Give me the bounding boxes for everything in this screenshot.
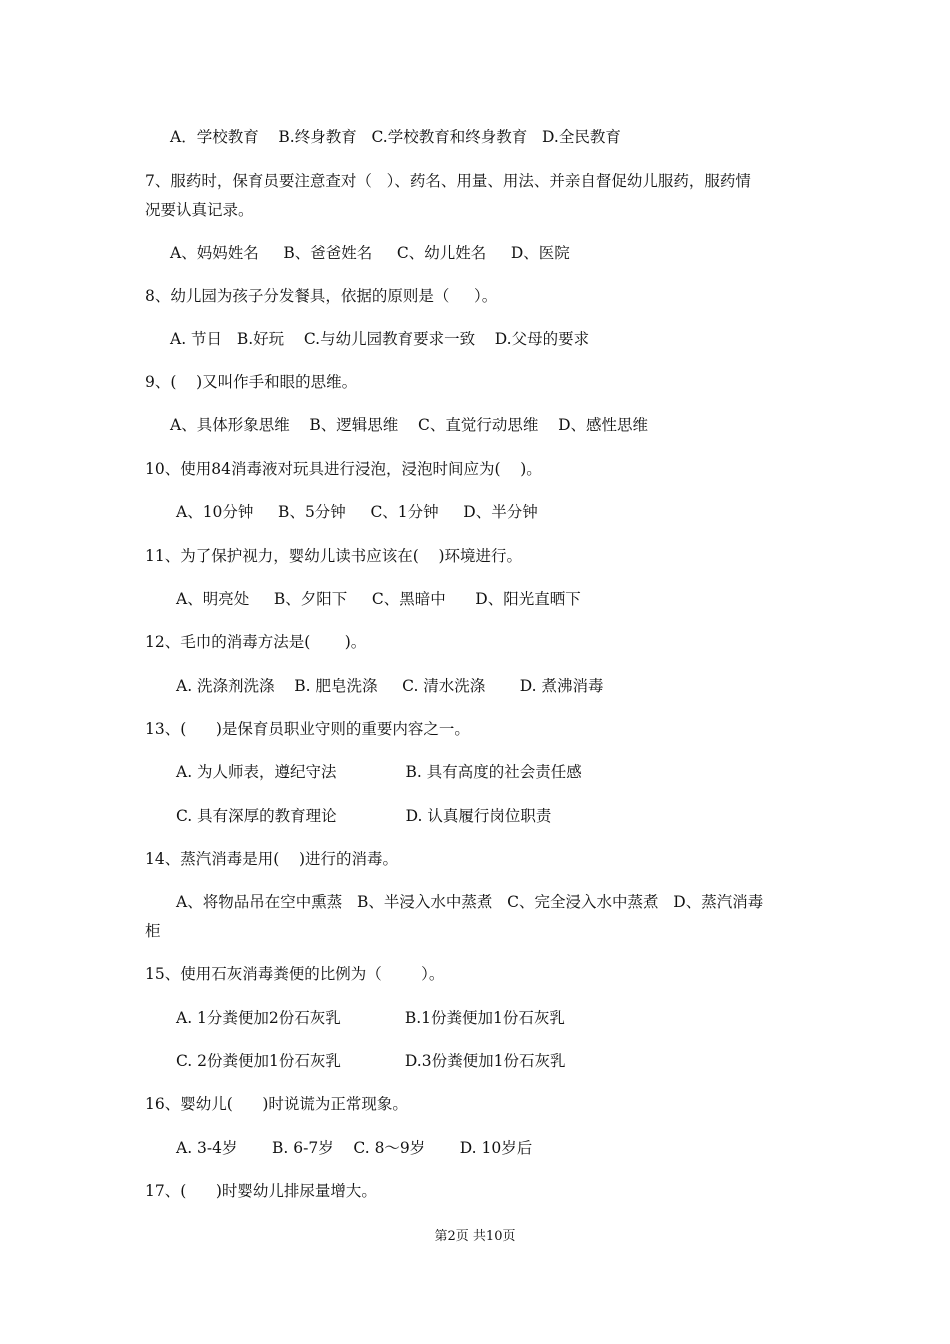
q8-stem: 8、幼儿园为孩子分发餐具，依据的原则是（ ）。	[145, 287, 498, 305]
q17-stem: 17、( )时婴幼儿排尿量增大。	[145, 1182, 377, 1200]
q9-options: A、具体形象思维 B、逻辑思维 C、直觉行动思维 D、感性思维	[170, 416, 648, 434]
q16-options: A. 3-4岁 B. 6-7岁 C. 8～9岁 D. 10岁后	[176, 1139, 533, 1157]
q14-stem: 14、蒸汽消毒是用( )进行的消毒。	[145, 850, 399, 868]
q6-options: A．学校教育 B.终身教育 C.学校教育和终身教育 D.全民教育	[170, 128, 621, 146]
q12-stem: 12、毛巾的消毒方法是( )。	[145, 633, 367, 651]
page-number-footer: 第2页 共10页	[434, 1229, 516, 1244]
q7-options: A、妈妈姓名 B、爸爸姓名 C、幼儿姓名 D、医院	[170, 244, 570, 262]
q13-options-cd: C. 具有深厚的教育理论 D. 认真履行岗位职责	[176, 807, 552, 825]
q8-options: A. 节日 B.好玩 C.与幼儿园教育要求一致 D.父母的要求	[170, 330, 590, 348]
q14-options-continued: 柜	[145, 922, 161, 940]
q12-options: A. 洗涤剂洗涤 B. 肥皂洗涤 C. 清水洗涤 D. 煮沸消毒	[176, 677, 604, 695]
q13-options-ab: A. 为人师表，遵纪守法 B. 具有高度的社会责任感	[176, 763, 582, 781]
q14-options: A、将物品吊在空中熏蒸 B、半浸入水中蒸煮 C、完全浸入水中蒸煮 D、蒸汽消毒	[176, 893, 764, 911]
q11-options: A、明亮处 B、夕阳下 C、黑暗中 D、阳光直晒下	[176, 590, 581, 608]
q15-options-ab: A. 1分粪便加2份石灰乳 B.1份粪便加1份石灰乳	[176, 1009, 565, 1027]
q15-options-cd: C. 2份粪便加1份石灰乳 D.3份粪便加1份石灰乳	[176, 1052, 566, 1070]
q16-stem: 16、婴幼儿( )时说谎为正常现象。	[145, 1095, 408, 1113]
q15-stem: 15、使用石灰消毒粪便的比例为（ ）。	[145, 965, 445, 983]
q9-stem: 9、( )又叫作手和眼的思维。	[145, 373, 358, 391]
q10-stem: 10、使用84消毒液对玩具进行浸泡，浸泡时间应为( )。	[145, 460, 542, 478]
q7-stem-line1: 7、服药时，保育员要注意查对（ ）、药名、用量、用法、并亲自督促幼儿服药，服药情	[145, 172, 751, 190]
q13-stem: 13、( )是保育员职业守则的重要内容之一。	[145, 720, 470, 738]
q11-stem: 11、为了保护视力，婴幼儿读书应该在( )环境进行。	[145, 547, 523, 565]
q7-stem-line2: 况要认真记录。	[145, 201, 254, 219]
q10-options: A、10分钟 B、5分钟 C、1分钟 D、半分钟	[176, 503, 538, 521]
